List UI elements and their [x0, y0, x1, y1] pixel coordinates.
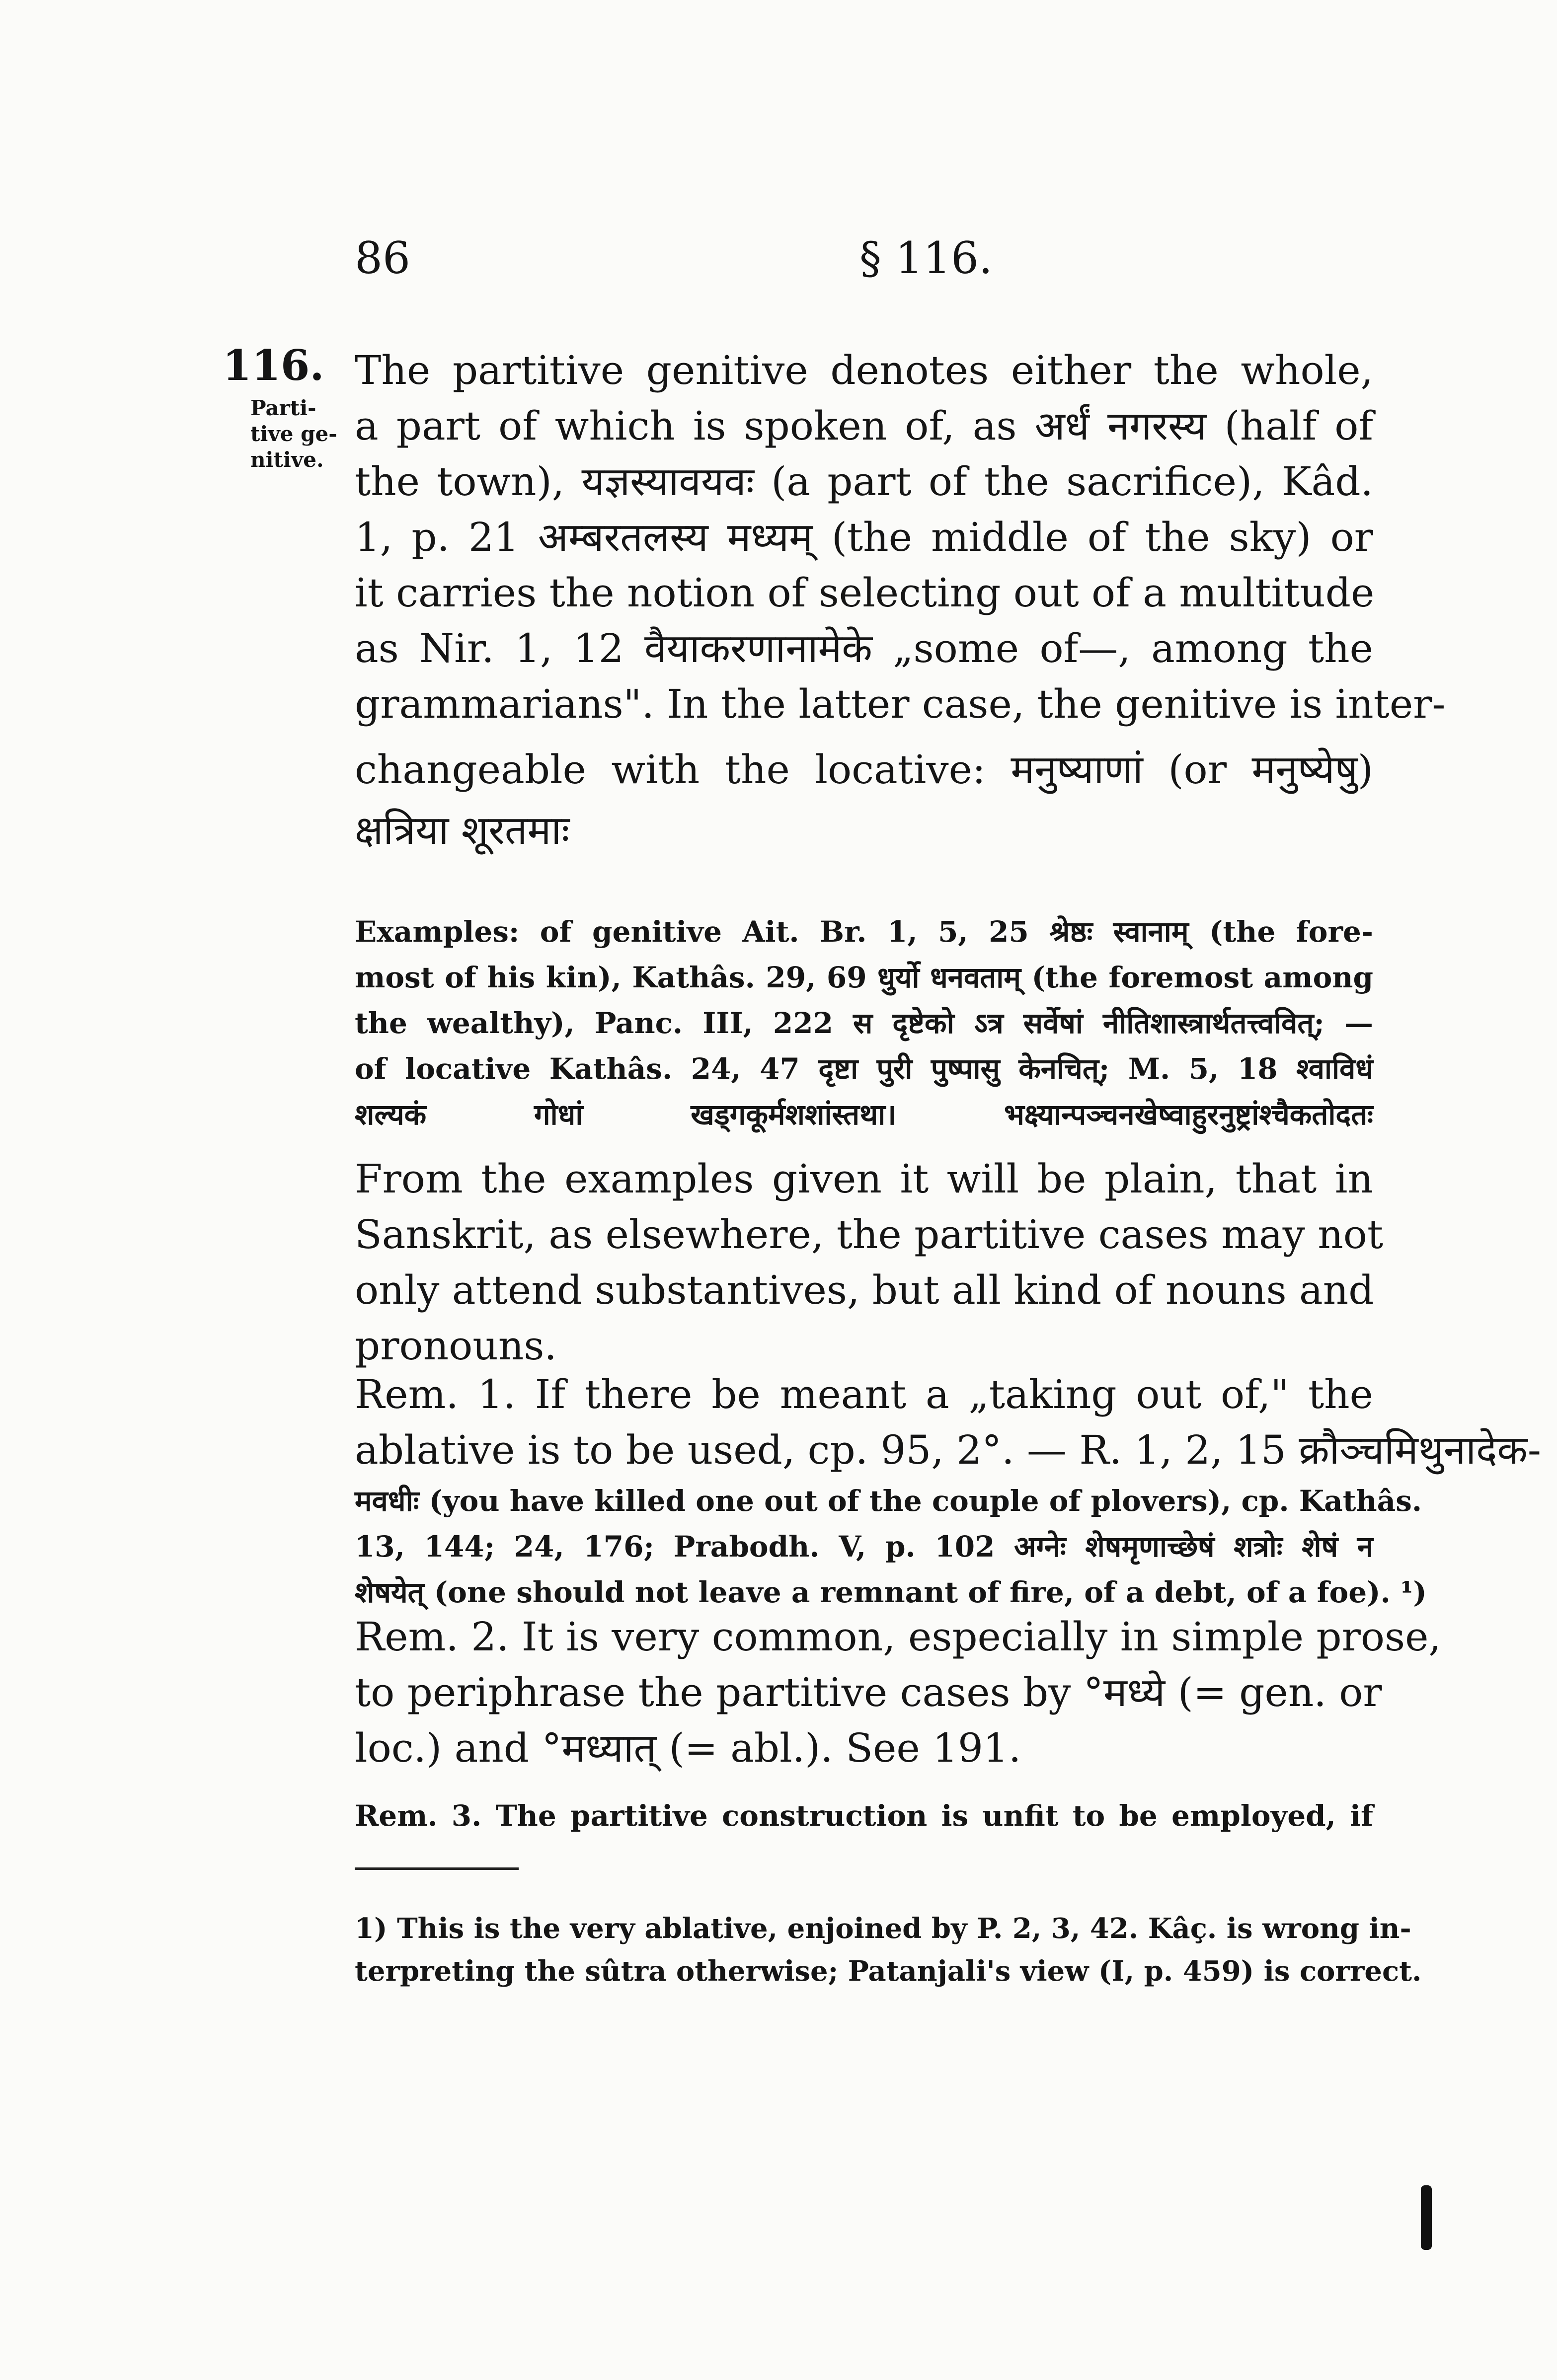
text-line: only attend substantives, but all kind of nouns and	[355, 1267, 1374, 1313]
margin-note	[250, 395, 350, 473]
text-line: ablative is to be used, cp. 95, 2°. — R. 1, 2, 15 क्रौञ्चमिथुनादेक-	[355, 1427, 1541, 1473]
text-line: Sanskrit, as elsewhere, the partitive cases may not	[355, 1211, 1384, 1258]
text-line: the town), यज्ञस्यावयवः (a part of the sacrifice), Kâd.	[355, 458, 1373, 505]
footnote-line: 1) This is the very ablative, enjoined by P. 2, 3, 42. Kâç. is wrong in-	[355, 1912, 1411, 1945]
footnote-rule	[355, 1867, 519, 1870]
page-number: 86	[355, 232, 410, 284]
footnote-line: terpreting the sûtra otherwise; Patanjali's view (I, p. 459) is correct.	[355, 1955, 1422, 1988]
text-line: changeable with the locative: मनुष्याणां (or मनुष्येषु)	[355, 746, 1373, 793]
text-line: The partitive genitive denotes either the whole,	[355, 347, 1373, 393]
text-line: शेषयेत् (one should not leave a remnant of fire, of a debt, of a foe). ¹)	[355, 1575, 1427, 1609]
text-line: मवधीः (you have killed one out of the couple of plovers), cp. Kathâs.	[355, 1484, 1422, 1518]
page-header	[355, 232, 1249, 292]
remark-2	[355, 1609, 1441, 1776]
text-line: pronouns.	[355, 1323, 557, 1369]
text-line: to periphrase the partitive cases by °मध्ये (= gen. or	[355, 1669, 1382, 1715]
text-line: as Nir. 1, 12 वैयाकरणानामेके „some of—, among the	[355, 625, 1373, 671]
margin-note-line: tive ge-	[250, 422, 337, 446]
text-line: 1, p. 21 अम्बरतलस्य मध्यम् (the middle of the sky) or	[355, 514, 1373, 560]
example-line: Examples: of genitive Ait. Br. 1, 5, 25 श्रेष्ठः स्वानाम् (the fore-	[355, 915, 1373, 949]
text-line: loc.) and °मध्यात् (= abl.). See 191.	[355, 1725, 1021, 1771]
text-line: Rem. 1. If there be meant a „taking out of," the	[355, 1371, 1373, 1417]
main-paragraph	[355, 343, 1446, 858]
remark-1	[355, 1367, 1541, 1615]
margin-note-line: nitive.	[250, 447, 324, 472]
paragraph-number: 116.	[223, 341, 324, 390]
text-line: Rem. 3. The partitive construction is unfit to be employed, if	[355, 1799, 1373, 1833]
example-line: of locative Kathâs. 24, 47 दृष्टा पुरी पुष्पासु केनचित्; M. 5, 18 श्वाविधं	[355, 1052, 1373, 1086]
section-number: § 116.	[859, 232, 993, 284]
text-line: क्षत्रिया शूरतमाः	[355, 807, 570, 853]
margin-note-line: Parti-	[250, 396, 316, 420]
remark-3	[355, 1793, 1373, 1839]
text-line: From the examples given it will be plain, that in	[355, 1156, 1373, 1202]
conclusion-paragraph	[355, 1151, 1384, 1374]
text-line: grammarians". In the latter case, the genitive is inter-	[355, 681, 1446, 727]
text-line: 13, 144; 24, 176; Prabodh. V, p. 102 अग्नेः शेषमृणाच्छेषं शत्रोः शेषं न	[355, 1530, 1373, 1563]
example-line: the wealthy), Panc. III, 222 स दृष्टेको ऽत्र सर्वेषां नीतिशास्त्रार्थतत्त्ववित्; —	[355, 1006, 1373, 1040]
text-line: Rem. 2. It is very common, especially in simple prose,	[355, 1614, 1441, 1660]
example-line: most of his kin), Kathâs. 29, 69 धुर्यो धनवताम् (the foremost among	[355, 961, 1373, 994]
text-line: a part of which is spoken of, as अर्धं नगरस्य (half of	[355, 403, 1373, 449]
ink-mark	[1421, 2185, 1432, 2250]
example-line: शल्यकं गोधां खड्गकूर्मशशांस्तथा। भक्ष्यान्पञ्चनखेष्वाहुरनुष्ट्रांश्चैकतोदतः	[355, 1098, 1373, 1131]
text-line: it carries the notion of selecting out of a multitude	[355, 570, 1375, 616]
examples-block	[355, 909, 1373, 1137]
footnote	[355, 1907, 1422, 1993]
